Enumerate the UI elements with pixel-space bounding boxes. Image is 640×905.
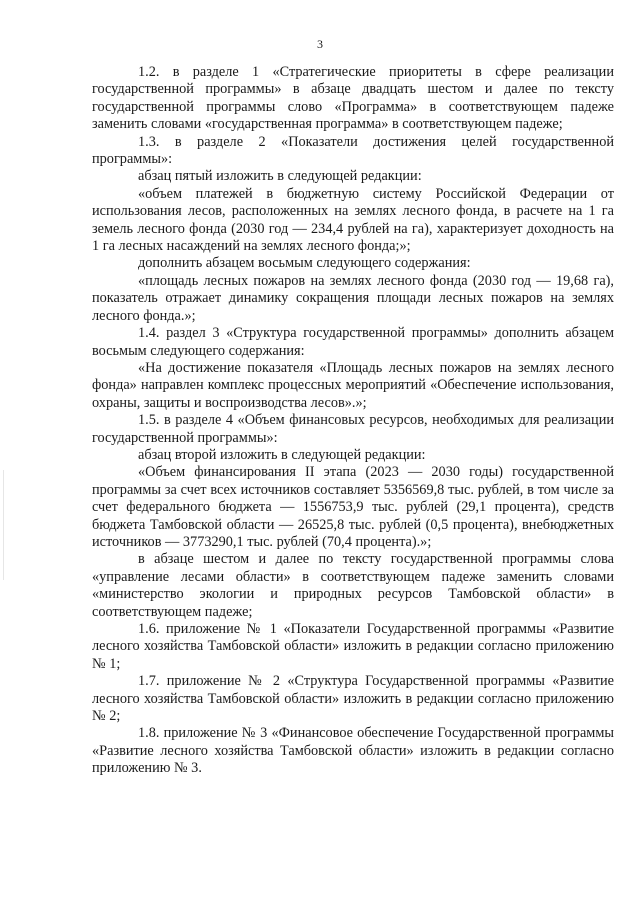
- paragraph-1-7: 1.7. приложение № 2 «Структура Государственной программы «Развитие лесного хозяйства Тамбовской области» изложить в редакции согласно приложению № 2;: [92, 673, 614, 725]
- paragraph-quote-fires: «площадь лесных пожаров на землях лесного фонда (2030 год — 19,68 га), показатель отражает динамику сокращения площади лесных пожаров на землях лесного фонда.»;: [92, 272, 614, 324]
- paragraph-quote-financing: «Объем финансирования II этапа (2023 — 2030 годы) государственной программы за счет всех источников составляет 5356569,8 тыс. рублей, в том числе за счет федерального бюджета — 1556753,9 тыс. рублей (29,1 процента), средств бюджета Тамбовской области — 26525,8 тыс. рублей (0,5 процента), внебюджетных источников — 3773290,1 тыс. рублей (70,4 процента).»;: [92, 464, 614, 550]
- document-body: [92, 64, 614, 778]
- paragraph-quote-payments: «объем платежей в бюджетную систему Российской Федерации от использования лесов, расположенных на землях лесного фонда, в расчете на 1 га земель лесного фонда (2030 год — 234,4 рублей на га), характеризует доходность на 1 га лесных насаждений на землях лесного фонда;»;: [92, 185, 614, 255]
- paragraph-1-4: 1.4. раздел 3 «Структура государственной программы» дополнить абзацем восьмым следующего содержания:: [92, 325, 614, 359]
- paragraph-1-6: 1.6. приложение № 1 «Показатели Государственной программы «Развитие лесного хозяйства Тамбовской области» изложить в редакции согласно приложению № 1;: [92, 621, 614, 672]
- page-number: 3: [317, 37, 323, 51]
- paragraph-1-2: 1.2. в разделе 1 «Стратегические приоритеты в сфере реализации государственной программы» в абзаце двадцать шестом и далее по тексту государственной программы слово «Программа» в соответствующем падеже заменить словами «государственная программа» в соответствующем падеже;: [92, 64, 614, 133]
- scan-margin-mark: [3, 470, 4, 580]
- paragraph-abzac-shestoi: в абзаце шестом и далее по тексту государственной программы слова «управление лесами области» в соответствующем падеже заменить словами «министерство экологии и природных ресурсов Тамбовской области» в соответствующем падеже;: [92, 551, 614, 620]
- paragraph-1-3: 1.3. в разделе 2 «Показатели достижения целей государственной программы»:: [92, 133, 614, 168]
- paragraph-1-5: 1.5. в разделе 4 «Объем финансовых ресурсов, необходимых для реализации государственной программы»:: [92, 412, 614, 446]
- paragraph-1-8: 1.8. приложение № 3 «Финансовое обеспечение Государственной программы «Развитие лесного хозяйства Тамбовской области» изложить в редакции согласно приложению № 3.: [92, 725, 614, 777]
- paragraph-abzac-vtoroi: абзац второй изложить в следующей редакции:: [138, 446, 426, 463]
- paragraph-quote-indicator: «На достижение показателя «Площадь лесных пожаров на землях лесного фонда» направлен комплекс процессных мероприятий «Обеспечение использования, охраны, защиты и воспроизводства лесов».»;: [92, 359, 614, 411]
- paragraph-abzac-piatyi: абзац пятый изложить в следующей редакции:: [138, 168, 422, 185]
- paragraph-add-abzac-vosmoi: дополнить абзацем восьмым следующего содержания:: [138, 255, 471, 272]
